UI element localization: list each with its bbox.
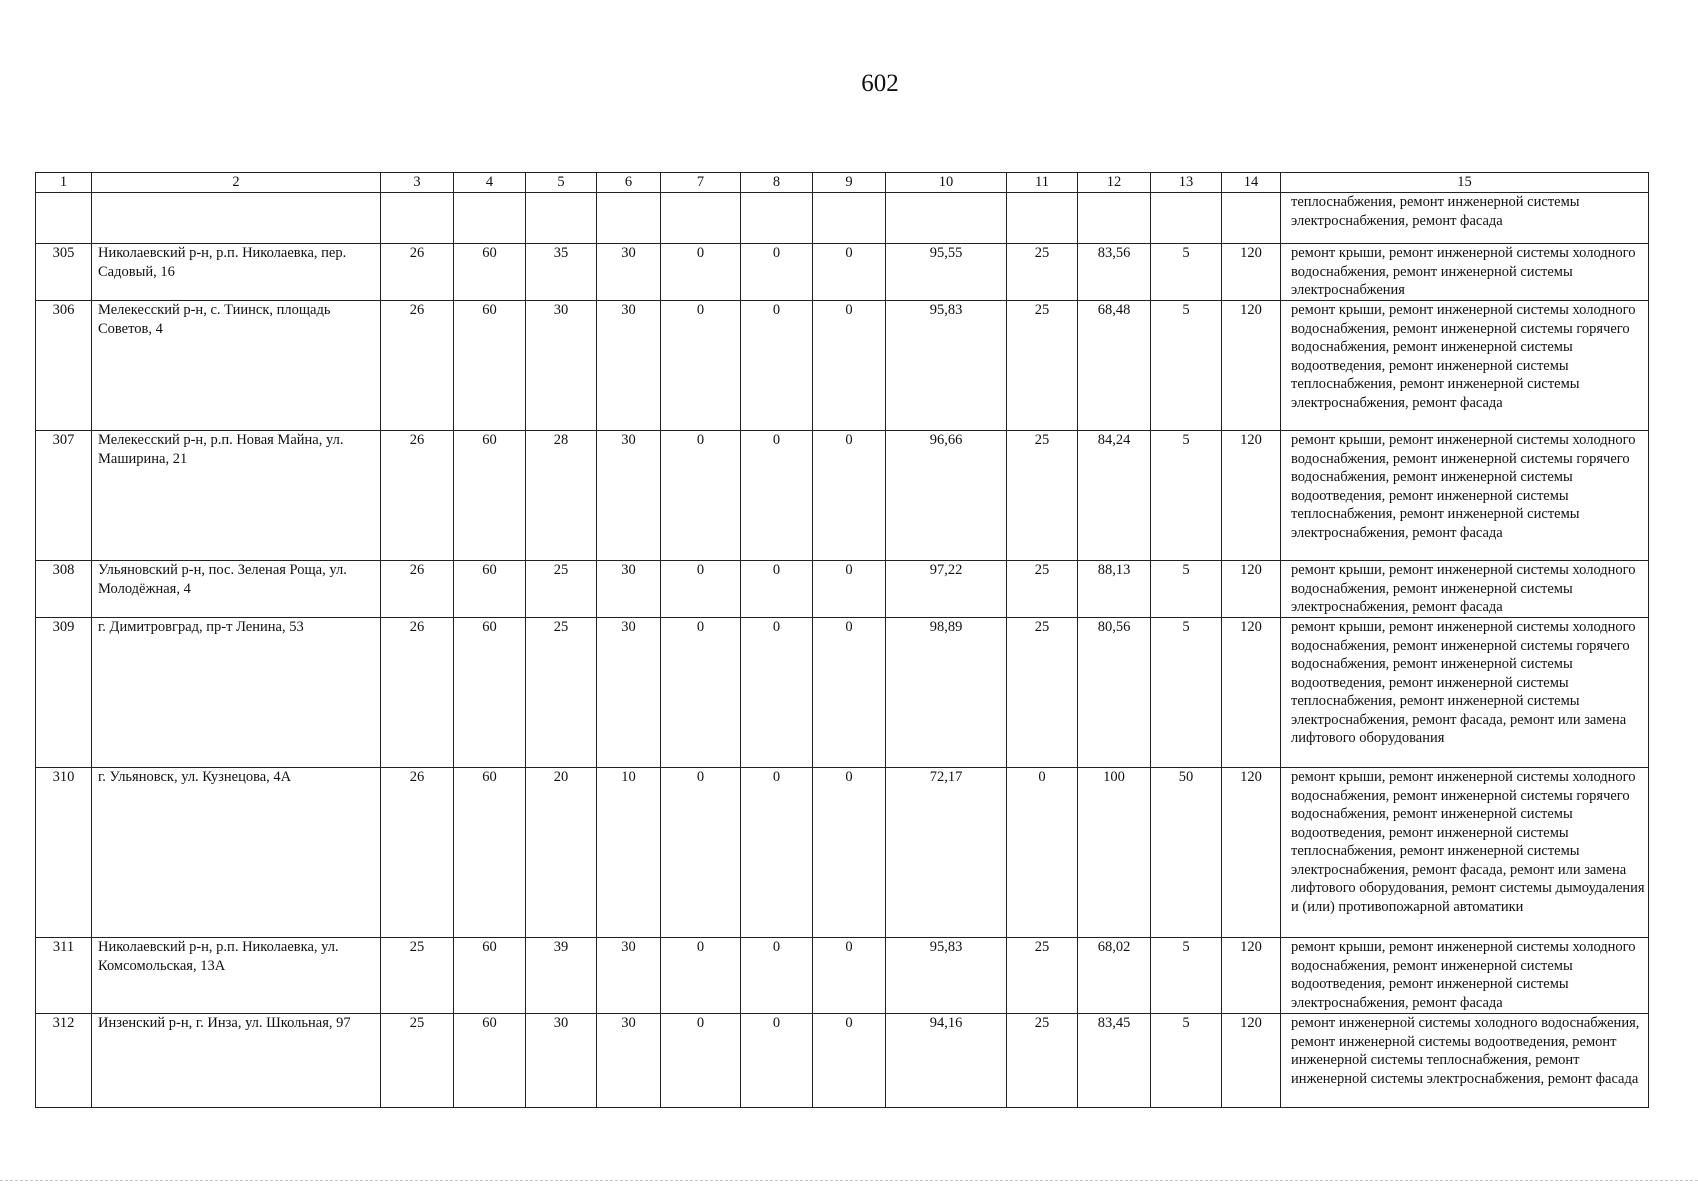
cell-no: 310	[36, 768, 92, 938]
cell-c12: 80,56	[1078, 618, 1151, 768]
cell-no	[36, 193, 92, 244]
cell-c11: 25	[1007, 301, 1078, 431]
cell-c3	[381, 193, 454, 244]
col-header-12: 12	[1078, 173, 1151, 193]
cell-c10: 97,22	[886, 561, 1007, 618]
cell-address: Николаевский р-н, р.п. Николаевка, пер. Садовый, 16	[92, 244, 381, 301]
cell-c8: 0	[741, 561, 813, 618]
cell-c11: 25	[1007, 938, 1078, 1014]
cell-c7: 0	[661, 618, 741, 768]
cell-c3: 26	[381, 244, 454, 301]
cell-c5: 30	[526, 301, 597, 431]
cell-works: ремонт крыши, ремонт инженерной системы холодного водоснабжения, ремонт инженерной системы горячего водоснабжения, ремонт инженерной системы водоотведения, ремонт инженерной системы теплоснабжения, ремонт инженерной системы электроснабжения, ремонт фасада, ремонт или замена лифтового оборудования, ремонт системы дымоудаления и (или) противопожарной автоматики	[1281, 768, 1649, 938]
col-header-3: 3	[381, 173, 454, 193]
cell-address	[92, 193, 381, 244]
cell-c12: 83,45	[1078, 1014, 1151, 1108]
cell-c12: 83,56	[1078, 244, 1151, 301]
cell-works: теплоснабжения, ремонт инженерной системы электроснабжения, ремонт фасада	[1281, 193, 1649, 244]
cell-c12: 84,24	[1078, 431, 1151, 561]
cell-c13: 5	[1151, 1014, 1222, 1108]
cell-c3: 26	[381, 618, 454, 768]
cell-c14	[1222, 193, 1281, 244]
cell-c12: 68,02	[1078, 938, 1151, 1014]
cell-c14: 120	[1222, 938, 1281, 1014]
table-row-311	[36, 938, 1649, 1014]
cell-c11: 25	[1007, 618, 1078, 768]
col-header-11: 11	[1007, 173, 1078, 193]
cell-c14: 120	[1222, 431, 1281, 561]
cell-c8: 0	[741, 301, 813, 431]
cell-no: 306	[36, 301, 92, 431]
cell-c4	[454, 193, 526, 244]
cell-address: г. Ульяновск, ул. Кузнецова, 4А	[92, 768, 381, 938]
cell-c5: 28	[526, 431, 597, 561]
cell-c11: 0	[1007, 768, 1078, 938]
col-header-6: 6	[597, 173, 661, 193]
cell-no: 309	[36, 618, 92, 768]
cell-no: 308	[36, 561, 92, 618]
cell-c7: 0	[661, 561, 741, 618]
cell-c10: 95,83	[886, 301, 1007, 431]
cell-c8: 0	[741, 618, 813, 768]
cell-c8: 0	[741, 768, 813, 938]
cell-c5	[526, 193, 597, 244]
cell-c12	[1078, 193, 1151, 244]
cell-c11: 25	[1007, 1014, 1078, 1108]
cell-c10: 72,17	[886, 768, 1007, 938]
col-header-7: 7	[661, 173, 741, 193]
cell-c5: 25	[526, 618, 597, 768]
cell-c3: 26	[381, 768, 454, 938]
cell-address: Николаевский р-н, р.п. Николаевка, ул. Комсомольская, 13А	[92, 938, 381, 1014]
cell-c5: 35	[526, 244, 597, 301]
cell-c13: 5	[1151, 431, 1222, 561]
cell-c10	[886, 193, 1007, 244]
col-header-2: 2	[92, 173, 381, 193]
col-header-13: 13	[1151, 173, 1222, 193]
cell-c7: 0	[661, 301, 741, 431]
cell-address: Инзенский р-н, г. Инза, ул. Школьная, 97	[92, 1014, 381, 1108]
table-header	[36, 173, 1649, 193]
col-header-8: 8	[741, 173, 813, 193]
cell-c6: 10	[597, 768, 661, 938]
cell-c8: 0	[741, 938, 813, 1014]
cell-c7: 0	[661, 244, 741, 301]
cell-c13	[1151, 193, 1222, 244]
cell-c3: 26	[381, 431, 454, 561]
cell-c7: 0	[661, 431, 741, 561]
cell-c3: 25	[381, 1014, 454, 1108]
cell-c5: 30	[526, 1014, 597, 1108]
cell-works: ремонт крыши, ремонт инженерной системы холодного водоснабжения, ремонт инженерной системы горячего водоснабжения, ремонт инженерной системы водоотведения, ремонт инженерной системы теплоснабжения, ремонт инженерной системы электроснабжения, ремонт фасада, ремонт или замена лифтового оборудования	[1281, 618, 1649, 768]
cell-c7: 0	[661, 768, 741, 938]
cell-c11	[1007, 193, 1078, 244]
cell-no: 312	[36, 1014, 92, 1108]
cell-c9	[813, 193, 886, 244]
cell-c7: 0	[661, 938, 741, 1014]
col-header-5: 5	[526, 173, 597, 193]
cell-c14: 120	[1222, 244, 1281, 301]
cell-c11: 25	[1007, 561, 1078, 618]
cell-address: г. Димитровград, пр-т Ленина, 53	[92, 618, 381, 768]
cell-c5: 20	[526, 768, 597, 938]
cell-c6: 30	[597, 244, 661, 301]
cell-c3: 26	[381, 301, 454, 431]
cell-no: 307	[36, 431, 92, 561]
cell-c6: 30	[597, 618, 661, 768]
cell-c14: 120	[1222, 768, 1281, 938]
cell-address: Ульяновский р-н, пос. Зеленая Роща, ул. Молодёжная, 4	[92, 561, 381, 618]
cell-no: 305	[36, 244, 92, 301]
cell-c4: 60	[454, 561, 526, 618]
cell-no: 311	[36, 938, 92, 1014]
cell-works: ремонт крыши, ремонт инженерной системы холодного водоснабжения, ремонт инженерной системы электроснабжения	[1281, 244, 1649, 301]
cell-c9: 0	[813, 244, 886, 301]
cell-works: ремонт крыши, ремонт инженерной системы холодного водоснабжения, ремонт инженерной системы горячего водоснабжения, ремонт инженерной системы водоотведения, ремонт инженерной системы теплоснабжения, ремонт инженерной системы электроснабжения, ремонт фасада	[1281, 301, 1649, 431]
cell-c6: 30	[597, 938, 661, 1014]
cell-c6	[597, 193, 661, 244]
cell-c8	[741, 193, 813, 244]
cell-c13: 5	[1151, 938, 1222, 1014]
cell-c11: 25	[1007, 244, 1078, 301]
cell-c10: 96,66	[886, 431, 1007, 561]
cell-c8: 0	[741, 1014, 813, 1108]
cell-c6: 30	[597, 561, 661, 618]
repair-registry-table	[35, 172, 1649, 1108]
cell-works: ремонт крыши, ремонт инженерной системы холодного водоснабжения, ремонт инженерной системы горячего водоснабжения, ремонт инженерной системы водоотведения, ремонт инженерной системы теплоснабжения, ремонт инженерной системы электроснабжения, ремонт фасада	[1281, 431, 1649, 561]
table-row-309	[36, 618, 1649, 768]
cell-c7	[661, 193, 741, 244]
cell-c9: 0	[813, 1014, 886, 1108]
cell-c4: 60	[454, 618, 526, 768]
col-header-1: 1	[36, 173, 92, 193]
cell-c10: 98,89	[886, 618, 1007, 768]
col-header-15: 15	[1281, 173, 1649, 193]
cell-works: ремонт крыши, ремонт инженерной системы холодного водоснабжения, ремонт инженерной системы водоотведения, ремонт инженерной системы электроснабжения, ремонт фасада	[1281, 938, 1649, 1014]
scan-artifact-line	[0, 1180, 1698, 1182]
cell-c13: 50	[1151, 768, 1222, 938]
cell-c6: 30	[597, 1014, 661, 1108]
column-number-row	[36, 173, 1649, 193]
cell-address: Мелекесский р-н, р.п. Новая Майна, ул. Маширина, 21	[92, 431, 381, 561]
cell-c9: 0	[813, 431, 886, 561]
cell-c6: 30	[597, 431, 661, 561]
cell-c13: 5	[1151, 244, 1222, 301]
cell-c10: 94,16	[886, 1014, 1007, 1108]
cell-works: ремонт крыши, ремонт инженерной системы холодного водоснабжения, ремонт инженерной системы электроснабжения, ремонт фасада	[1281, 561, 1649, 618]
cell-c8: 0	[741, 431, 813, 561]
cell-c14: 120	[1222, 561, 1281, 618]
cell-c3: 25	[381, 938, 454, 1014]
cell-c4: 60	[454, 768, 526, 938]
table-row-306	[36, 301, 1649, 431]
cell-c9: 0	[813, 561, 886, 618]
cell-c12: 100	[1078, 768, 1151, 938]
table-row-continuation	[36, 193, 1649, 244]
cell-c13: 5	[1151, 561, 1222, 618]
cell-c14: 120	[1222, 301, 1281, 431]
cell-c4: 60	[454, 244, 526, 301]
cell-c14: 120	[1222, 1014, 1281, 1108]
cell-c7: 0	[661, 1014, 741, 1108]
cell-c3: 26	[381, 561, 454, 618]
cell-c4: 60	[454, 431, 526, 561]
cell-c9: 0	[813, 301, 886, 431]
cell-c13: 5	[1151, 301, 1222, 431]
cell-c9: 0	[813, 618, 886, 768]
cell-c12: 88,13	[1078, 561, 1151, 618]
cell-c12: 68,48	[1078, 301, 1151, 431]
table-row-307	[36, 431, 1649, 561]
table-row-308	[36, 561, 1649, 618]
cell-c10: 95,55	[886, 244, 1007, 301]
cell-c6: 30	[597, 301, 661, 431]
col-header-10: 10	[886, 173, 1007, 193]
cell-c8: 0	[741, 244, 813, 301]
cell-c4: 60	[454, 1014, 526, 1108]
col-header-9: 9	[813, 173, 886, 193]
table-body	[36, 193, 1649, 1108]
table-row-310	[36, 768, 1649, 938]
page-number: 602	[861, 70, 899, 97]
cell-c14: 120	[1222, 618, 1281, 768]
cell-address: Мелекесский р-н, с. Тиинск, площадь Советов, 4	[92, 301, 381, 431]
cell-c5: 25	[526, 561, 597, 618]
cell-c11: 25	[1007, 431, 1078, 561]
cell-c10: 95,83	[886, 938, 1007, 1014]
cell-c9: 0	[813, 768, 886, 938]
cell-c9: 0	[813, 938, 886, 1014]
cell-c4: 60	[454, 938, 526, 1014]
cell-c13: 5	[1151, 618, 1222, 768]
table-row-312	[36, 1014, 1649, 1108]
col-header-4: 4	[454, 173, 526, 193]
col-header-14: 14	[1222, 173, 1281, 193]
cell-c5: 39	[526, 938, 597, 1014]
cell-works: ремонт инженерной системы холодного водоснабжения, ремонт инженерной системы водоотведения, ремонт инженерной системы теплоснабжения, ремонт инженерной системы электроснабжения, ремонт фасада	[1281, 1014, 1649, 1108]
table-row-305	[36, 244, 1649, 301]
cell-c4: 60	[454, 301, 526, 431]
